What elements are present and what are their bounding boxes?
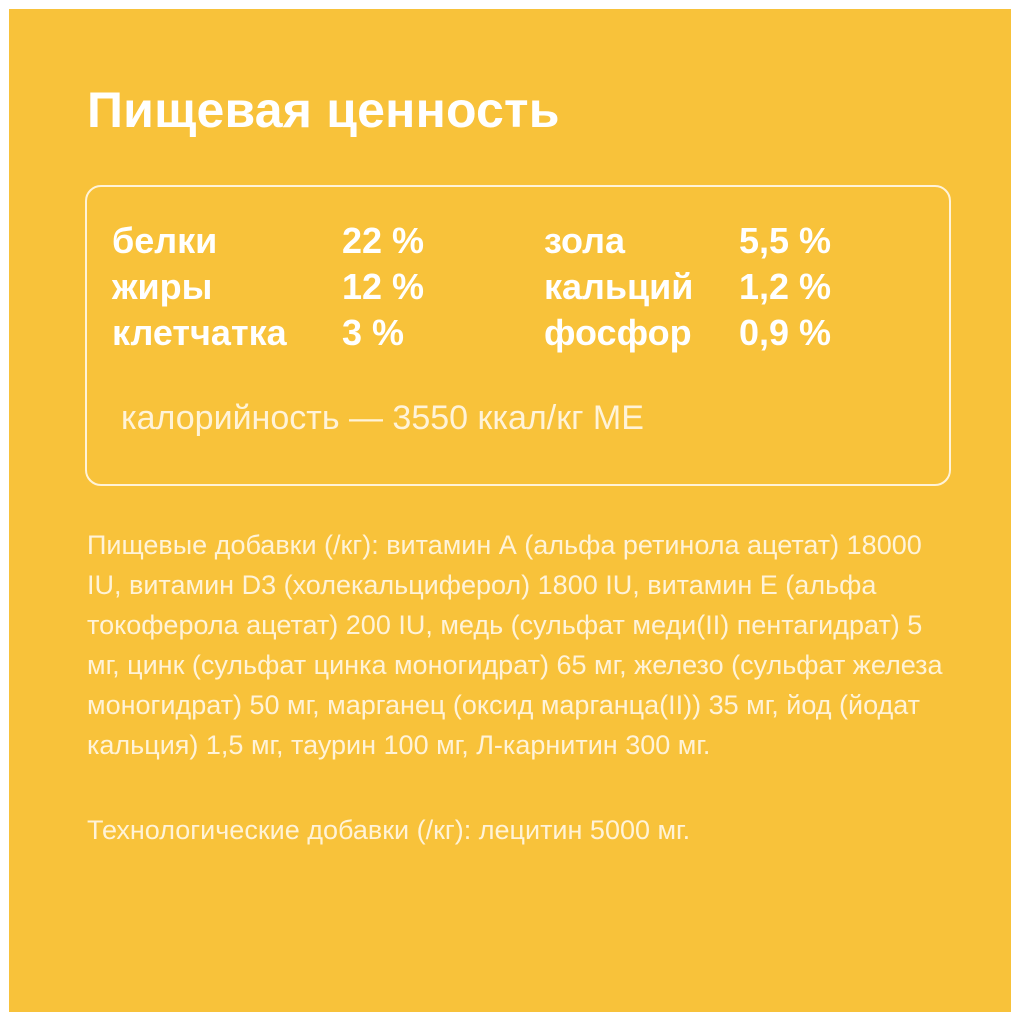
phosphorus-value: 0,9 % bbox=[739, 312, 832, 353]
page-title: Пищевая ценность bbox=[87, 82, 560, 138]
calorie-content: калорийность — 3550 ккал/кг ME bbox=[121, 399, 644, 437]
technological-additives-text: Технологические добавки (/кг): лецитин 5000 мг. bbox=[87, 815, 691, 845]
ash-label: зола bbox=[544, 220, 625, 261]
fiber-value: 3 % bbox=[342, 312, 405, 353]
protein-value: 22 % bbox=[342, 220, 425, 261]
nutritional-additives-text: Пищевые добавки (/кг): витамин А (альфа ретинола ацетат) 18000 IU, витамин D3 (холекальциферол) 1800 IU, витамин Е (альфа токоферола ацетат) 200 IU, медь (сульфат меди(II) пентагидрат) 5 мг, цинк (сульфат цинка моногидрат) 65 мг, железо (сульфат железа моногидрат) 50 мг, марганец (оксид марганца(II)) 35 мг, йод (йодат кальция) 1,5 мг, таурин 100 мг, Л-карнитин 300 мг. bbox=[87, 530, 943, 760]
ash-value: 5,5 % bbox=[739, 220, 832, 261]
fat-value: 12 % bbox=[342, 266, 425, 307]
calcium-label: кальций bbox=[544, 266, 694, 307]
calcium-value: 1,2 % bbox=[739, 266, 832, 307]
fat-label: жиры bbox=[112, 266, 213, 307]
nutrition-panel bbox=[9, 9, 1011, 1012]
fiber-label: клетчатка bbox=[112, 312, 287, 353]
phosphorus-label: фосфор bbox=[544, 312, 692, 353]
protein-label: белки bbox=[112, 220, 218, 261]
